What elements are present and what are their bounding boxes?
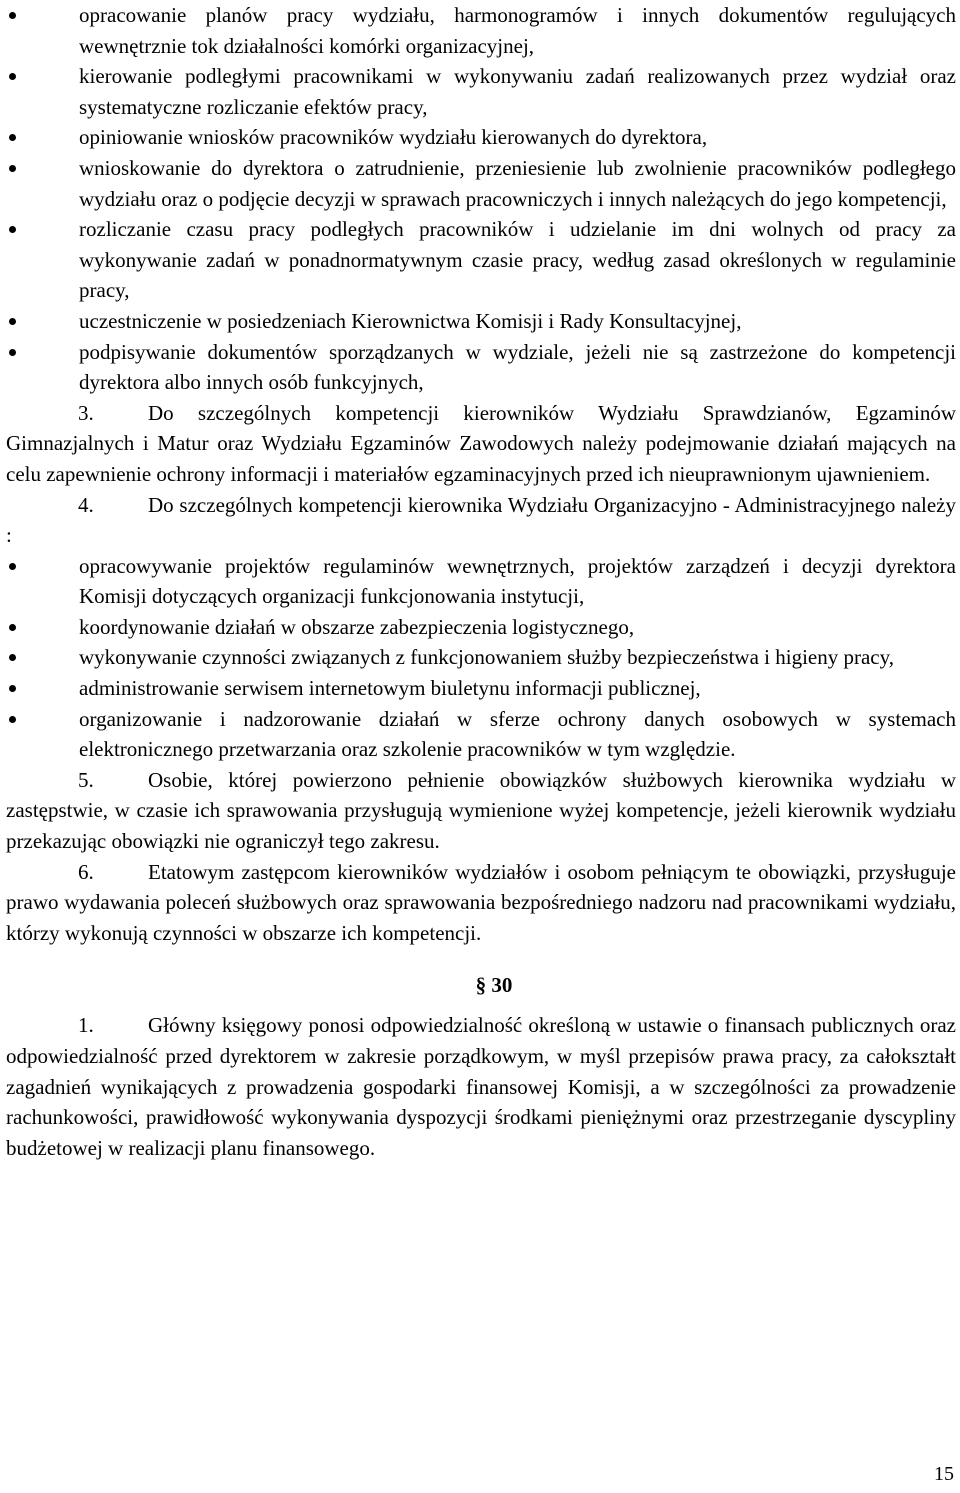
paragraph-number: 3. [78,400,94,425]
page-number: 15 [934,1463,954,1485]
list-item: kierowanie podległymi pracownikami w wykonywaniu zadań realizowanych przez wydział oraz systematyczne rozliczanie efektów pracy, [6,61,956,122]
list-item: koordynowanie działań w obszarze zabezpieczenia logistycznego, [6,612,956,643]
paragraph-6 [6,857,956,949]
list-item: uczestniczenie w posiedzeniach Kierownictwa Komisji i Rady Konsultacyjnej, [6,306,956,337]
document-page [6,0,956,1163]
paragraph-5 [6,765,956,857]
list-item: organizowanie i nadzorowanie działań w sferze ochrony danych osobowych w systemach elektronicznego przetwarzania oraz szkolenie pracowników w tym względzie. [6,704,956,765]
paragraph-number: 1. [78,1013,94,1038]
paragraph-number: 4. [78,492,94,517]
paragraph-3 [6,398,956,490]
list-item: wnioskowanie do dyrektora o zatrudnienie, przeniesienie lub zwolnienie pracowników podległego wydziału oraz o podjęcie decyzji w sprawach pracowniczych i innych należących do jego kompetencji, [6,153,956,214]
paragraph-text: Główny księgowy ponosi odpowiedzialność określoną w ustawie o finansach publicznych oraz odpowiedzialność przed dyrektorem w zakresie porządkowym, w myśl przepisów prawa pracy, za całokształt zagadnień wynikających z prowadzenia gospodarki finansowej Komisji, a w szczególności za prowadzenie rachunkowości, prawidłowość wykonywania dyspozycji środkami pieniężnymi oraz przestrzeganie dyscypliny budżetowej w realizacji planu finansowego. [6,1013,956,1160]
paragraph-text: Do szczególnych kompetencji kierowników Wydziału Sprawdzianów, Egzaminów Gimnazjalnych i Matur oraz Wydziału Egzaminów Zawodowych należy podejmowanie działań mających na celu zapewnienie ochrony informacji i materiałów egzaminacyjnych przed ich nieuprawnionym ujawnieniem. [6,400,956,486]
paragraph-text: Osobie, której powierzono pełnienie obowiązków służbowych kierownika wydziału w zastępstwie, w czasie ich sprawowania przysługują wymienione wyżej kompetencje, jeżeli kierownik wydziału przekazując obowiązki nie ograniczył tego zakresu. [6,767,956,854]
list-item: rozliczanie czasu pracy podległych pracowników i udzielanie im dni wolnych od pracy za wykonywanie zadań w ponadnormatywnym czasie pracy, według zasad określonych w regulaminie pracy, [6,214,956,306]
list-item: opracowywanie projektów regulaminów wewnętrznych, projektów zarządzeń i decyzji dyrektora Komisji dotyczących organizacji funkcjonowania instytucji, [6,551,956,612]
list-item: podpisywanie dokumentów sporządzanych w wydziale, jeżeli nie są zastrzeżone do kompetencji dyrektora albo innych osób funkcyjnych, [6,337,956,398]
paragraph-text: Do szczególnych kompetencji kierownika Wydziału Organizacyjno - Administracyjnego należy : [6,492,956,548]
paragraph-30-1 [6,1010,956,1163]
list-item: opiniowanie wniosków pracowników wydziału kierowanych do dyrektora, [6,122,956,153]
paragraph-number: 6. [78,859,94,884]
competence-list-1 [6,0,956,398]
paragraph-text: Etatowym zastępcom kierowników wydziałów i osobom pełniącym te obowiązki, przysługuje prawo wydawania poleceń służbowych oraz sprawowania bezpośredniego nadzoru nad pracownikami wydziału, którzy wykonują czynności w obszarze ich kompetencji. [6,859,956,945]
competence-list-2 [6,551,956,765]
list-item: opracowanie planów pracy wydziału, harmonogramów i innych dokumentów regulujących wewnętrznie tok działalności komórki organizacyjnej, [6,0,956,61]
section-heading: § 30 [475,973,513,998]
list-item: administrowanie serwisem internetowym biuletynu informacji publicznej, [6,673,956,704]
list-item: wykonywanie czynności związanych z funkcjonowaniem służby bezpieczeństwa i higieny pracy, [6,642,956,673]
paragraph-number: 5. [78,767,94,792]
paragraph-4 [6,490,956,551]
